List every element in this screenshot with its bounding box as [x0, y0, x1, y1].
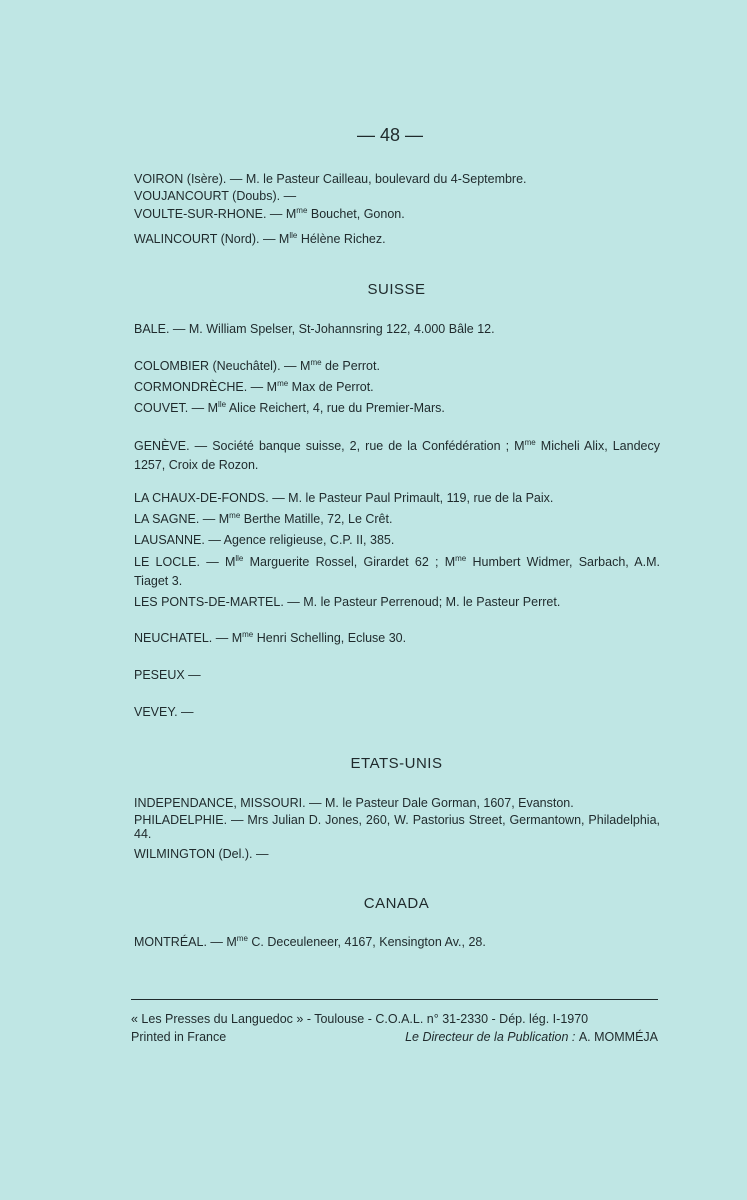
entry-voulte: VOULTE-SUR-RHONE. — $M^{me}$ Bouchet, Gonon.: [134, 205, 405, 221]
page-number: — 48 —: [356, 125, 424, 145]
entry-philadelphie: PHILADELPHIE. — Mrs Julian D. Jones, 260, W. Pastorius Street, Germantown, Philadelphia, 44.: [134, 813, 660, 841]
footer-director: Le Directeur de la Publication : A. MOMMÉJA: [405, 1030, 658, 1044]
entry-montreal: MONTRÉAL. — $M^{me}$ C. Deceuleneer, 4167, Kensington Av., 28.: [134, 933, 486, 949]
entry-neuchatel: NEUCHATEL. — $M^{me}$ Henri Schelling, Ecluse 30.: [134, 629, 407, 645]
entry-colombier: COLOMBIER (Neuchâtel). — $M^{me}$ de Perrot.: [134, 357, 380, 373]
entry-voiron: VOIRON (Isère). — M. le Pasteur Cailleau, boulevard du 4-Septembre.: [134, 172, 527, 186]
entry-bale: BALE. — M. William Spelser, St-Johannsring 122, 4.000 Bâle 12.: [134, 322, 495, 336]
section-heading-etats-unis: ETATS-UNIS: [350, 755, 443, 772]
entry-couvet: COUVET. — $M^{lle}$ Alice Reichert, 4, rue du Premier-Mars.: [134, 399, 445, 415]
entry-le-locle: LE LOCLE. — $M^{lle}$ Marguerite Rossel, Girardet 62 ; $M^{me}$ Humbert Widmer, Sarbach, A.M. Tiaget 3.: [134, 553, 660, 588]
entry-geneve: GENÈVE. — Société banque suisse, 2, rue de la Confédération ; $M^{me}$ Micheli Alix, Landecy 1257, Croix de Rozon.: [134, 437, 660, 472]
entry-voujancourt: VOUJANCOURT (Doubs). —: [134, 189, 297, 203]
entry-cormondreche: CORMONDRÈCHE. — $M^{me}$ Max de Perrot.: [134, 378, 374, 394]
entry-la-chaux-de-fonds: LA CHAUX-DE-FONDS. — M. le Pasteur Paul Primault, 119, rue de la Paix.: [134, 491, 554, 505]
footer-imprint: « Les Presses du Languedoc » - Toulouse - C.O.A.L. n° 31-2330 - Dép. lég. I-1970: [131, 1012, 589, 1026]
entry-vevey: VEVEY. —: [134, 705, 194, 719]
entry-walincourt: WALINCOURT (Nord). — $M^{lle}$ Hélène Richez.: [134, 230, 386, 246]
footer-row: [131, 1030, 658, 1044]
footer-rule: [131, 999, 658, 1000]
entry-les-ponts-de-martel: LES PONTS-DE-MARTEL. — M. le Pasteur Perrenoud; M. le Pasteur Perret.: [134, 595, 561, 609]
entry-peseux: PESEUX —: [134, 668, 201, 682]
footer-printed-in: Printed in France: [131, 1030, 227, 1044]
entry-la-sagne: LA SAGNE. — $M^{me}$ Berthe Matille, 72, Le Crêt.: [134, 510, 393, 526]
entry-independance: INDEPENDANCE, MISSOURI. — M. le Pasteur Dale Gorman, 1607, Evanston.: [134, 796, 574, 810]
section-heading-canada: CANADA: [363, 895, 430, 912]
section-heading-suisse: SUISSE: [367, 281, 426, 298]
entry-wilmington: WILMINGTON (Del.). —: [134, 847, 269, 861]
entry-lausanne: LAUSANNE. — Agence religieuse, C.P. II, 385.: [134, 533, 395, 547]
